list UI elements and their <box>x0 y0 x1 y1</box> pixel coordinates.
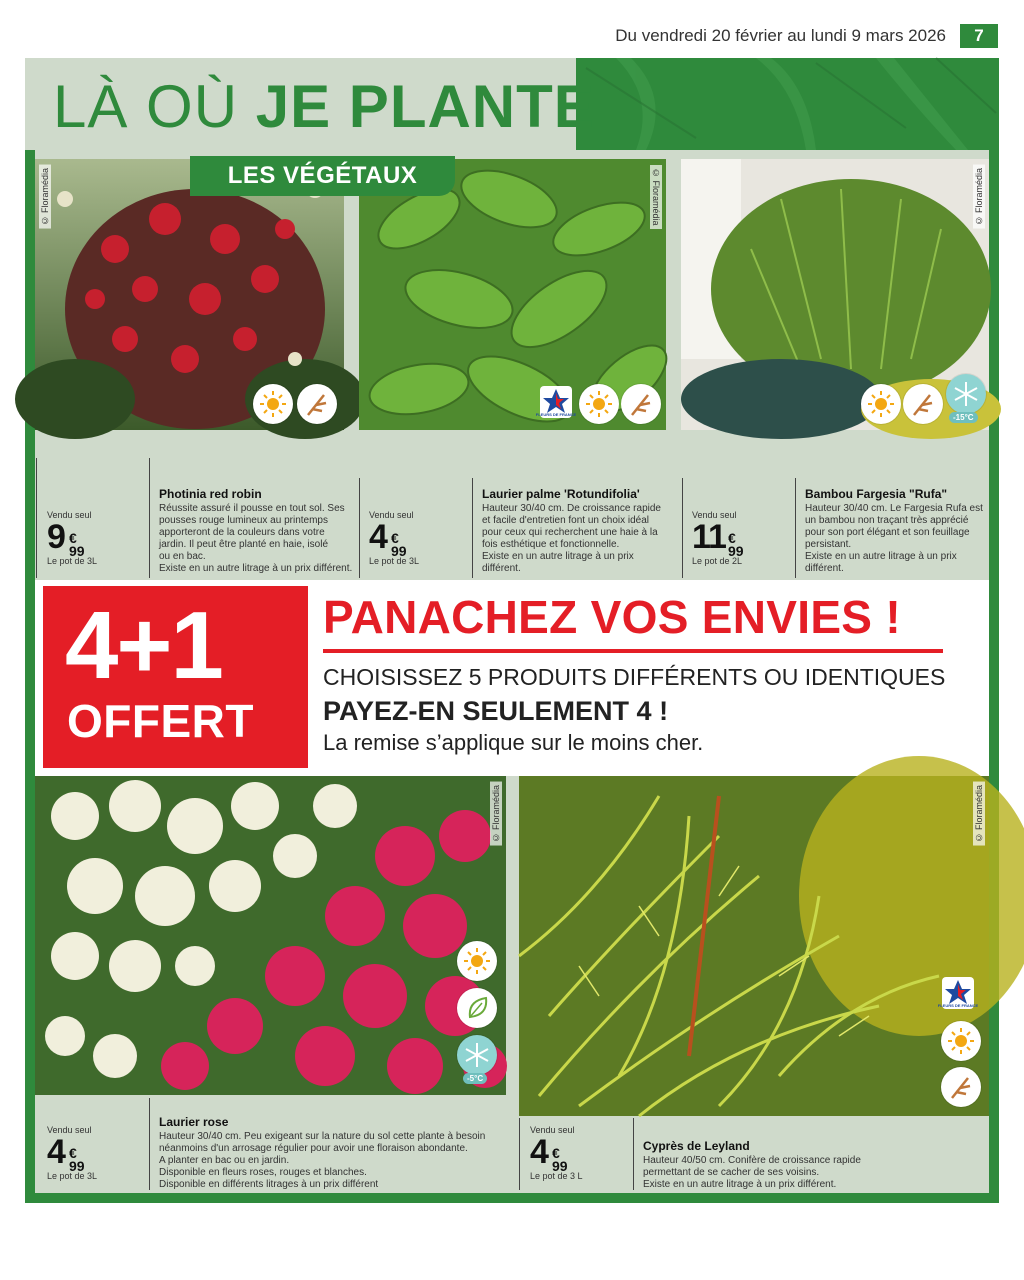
product-description <box>159 1116 499 1191</box>
sun-icon <box>861 384 901 424</box>
bambou-photo <box>681 159 989 430</box>
desc-line: pousses rouge lumineux au printemps <box>159 515 328 526</box>
desc-line: Existe en un autre litrage à un prix <box>482 551 634 562</box>
product-name: Photinia red robin <box>159 487 262 501</box>
photo-credit: © Floramédia <box>973 165 985 229</box>
desc-line: A planter en bac ou en jardin. <box>159 1155 290 1166</box>
promo-big-number: 4+1 <box>65 592 222 699</box>
photo-credit: © Floramédia <box>973 782 985 846</box>
divider <box>633 1118 634 1190</box>
vendu-seul: Vendu seul <box>692 510 737 520</box>
sun-icon <box>457 941 497 981</box>
price-currency: € <box>552 1145 560 1161</box>
product-name: Laurier palme 'Rotundifolia' <box>482 487 640 501</box>
price-main: 4 <box>369 518 387 556</box>
promo-line: CHOISISSEZ 5 PRODUITS DIFFÉRENTS OU IDENTIQUES <box>323 664 946 690</box>
desc-line: Réussite assuré il pousse en tout sol. Ses <box>159 503 345 514</box>
desc-line: différent. <box>482 563 521 574</box>
promo-offer-box <box>43 586 308 768</box>
promo-rule <box>323 649 943 653</box>
price <box>692 518 744 559</box>
sun-icon <box>941 1021 981 1061</box>
price-cents: 99 <box>552 1158 568 1174</box>
desc-line: néanmoins d'un arrosage régulier pour avoir une floraison abondante. <box>159 1143 468 1154</box>
price-currency: € <box>728 530 736 546</box>
hardiness-label: -15°C <box>949 412 978 423</box>
vendu-seul: Vendu seul <box>47 1125 92 1135</box>
desc-line: Disponible en différents litrages à un prix différent <box>159 1179 379 1190</box>
unit-label: Le pot de 3 L <box>530 1171 583 1181</box>
desc-line: différent. <box>805 563 844 574</box>
laurier-palme-photo <box>359 159 666 430</box>
desc-line: Existe en un autre litrage à un prix différent. <box>159 563 353 574</box>
vendu-seul: Vendu seul <box>530 1125 575 1135</box>
logo-text: FLEURS DE FRANCE <box>937 1003 979 1008</box>
leaf-icon <box>457 988 497 1028</box>
desc-line: pour son port élégant et son feuillage <box>805 527 970 538</box>
price <box>47 1133 85 1174</box>
divider <box>359 478 360 578</box>
price-block <box>369 510 419 566</box>
price-main: 4 <box>530 1133 548 1171</box>
promo-offert: OFFERT <box>67 695 254 747</box>
desc-line: jardin. Il peut être planté en haie, isolé <box>159 539 328 550</box>
photo-credit: © Floramédia <box>39 165 51 229</box>
pruning-icon <box>903 384 943 424</box>
promo-headline: PANACHEZ VOS ENVIES ! <box>323 591 901 643</box>
price-cents: 99 <box>69 543 85 559</box>
product-description <box>159 488 354 575</box>
price-cents: 99 <box>69 1158 85 1174</box>
desc-line: persistant. <box>805 539 852 550</box>
header-date: Du vendredi 20 février au lundi 9 mars 2026 <box>615 26 946 45</box>
photo-credit: © Floramédia <box>490 782 502 846</box>
desc-line: apporteront de la couleurs dans votre <box>159 527 325 538</box>
price <box>530 1133 568 1174</box>
price <box>369 518 407 559</box>
title-light: LÀ OÙ <box>53 73 256 140</box>
photinia-photo <box>35 159 344 430</box>
snowflake-icon <box>457 1035 497 1075</box>
price-main: 9 <box>47 518 65 556</box>
product-description <box>482 488 672 575</box>
promo-line: PAYEZ-EN SEULEMENT 4 ! <box>323 696 669 726</box>
page-number: 7 <box>960 24 998 48</box>
fleurs-de-france-logo <box>535 385 577 419</box>
desc-line: et facile d'entretien font un choix idéal <box>482 515 650 526</box>
vendu-seul: Vendu seul <box>369 510 414 520</box>
cypres-photo <box>519 776 989 1116</box>
section-tab: LES VÉGÉTAUX <box>190 156 455 196</box>
desc-line: fois esthétique et fonctionnelle. <box>482 539 620 550</box>
pruning-icon <box>297 384 337 424</box>
product-name: Laurier rose <box>159 1115 229 1129</box>
product-description <box>805 488 985 575</box>
divider <box>519 1118 520 1190</box>
laurier-rose-photo <box>35 776 506 1095</box>
hardiness-label: -5°C <box>463 1073 487 1084</box>
sun-icon <box>579 384 619 424</box>
desc-line: permettant de se cacher de ses voisins. <box>643 1167 820 1178</box>
price-currency: € <box>69 530 77 546</box>
product-name: Cyprès de Leyland <box>643 1139 750 1153</box>
logo-text: FLEURS DE FRANCE <box>535 412 577 417</box>
price-block <box>47 510 97 566</box>
unit-label: Le pot de 3L <box>47 1171 98 1181</box>
desc-line: Hauteur 40/50 cm. Conifère de croissance rapide <box>643 1155 861 1166</box>
price-block <box>692 510 742 566</box>
pruning-icon <box>941 1067 981 1107</box>
price-cents: 99 <box>391 543 407 559</box>
price-cents: 99 <box>728 543 744 559</box>
price-block <box>47 1125 97 1181</box>
desc-line: pour ceux qui recherchent une haie à la <box>482 527 658 538</box>
price-main: 11 <box>692 518 726 556</box>
promo-banner <box>35 580 989 776</box>
divider <box>682 478 683 578</box>
price-main: 4 <box>47 1133 65 1171</box>
price-currency: € <box>69 1145 77 1161</box>
fleurs-de-france-logo <box>937 976 979 1010</box>
price-currency: € <box>391 530 399 546</box>
snowflake-icon <box>946 374 986 414</box>
divider <box>472 478 473 578</box>
photo-credit: © Floramédia <box>650 165 662 229</box>
desc-line: ou en bac. <box>159 551 206 562</box>
product-name: Bambou Fargesia "Rufa" <box>805 487 948 501</box>
desc-line: Existe en un autre litrage à un prix différent. <box>643 1179 837 1190</box>
price <box>47 518 85 559</box>
palm-leaf-decoration <box>576 58 999 150</box>
divider <box>36 458 37 578</box>
page-title <box>53 72 595 141</box>
catalog-frame <box>25 58 999 1203</box>
unit-label: Le pot de 3L <box>369 556 420 566</box>
unit-label: Le pot de 3L <box>47 556 98 566</box>
desc-line: Disponible en fleurs roses, rouges et blanches. <box>159 1167 367 1178</box>
price-block <box>530 1125 583 1181</box>
desc-line: Hauteur 30/40 cm. Peu exigeant sur la nature du sol cette plante à besoin <box>159 1131 486 1142</box>
desc-line: Existe en un autre litrage à un prix <box>805 551 957 562</box>
desc-line: Hauteur 30/40 cm. Le Fargesia Rufa est <box>805 503 983 514</box>
promo-line: La remise s’applique sur le moins cher. <box>323 730 704 755</box>
product-description <box>643 1140 903 1191</box>
desc-line: Hauteur 30/40 cm. De croissance rapide <box>482 503 661 514</box>
divider <box>795 478 796 578</box>
title-box <box>25 58 595 150</box>
divider <box>149 1098 150 1190</box>
desc-line: un bambou non traçant très apprécié <box>805 515 969 526</box>
pruning-icon <box>621 384 661 424</box>
vendu-seul: Vendu seul <box>47 510 92 520</box>
title-bold: JE PLANTE <box>255 73 595 140</box>
sun-icon <box>253 384 293 424</box>
unit-label: Le pot de 2L <box>692 556 743 566</box>
divider <box>149 458 150 578</box>
